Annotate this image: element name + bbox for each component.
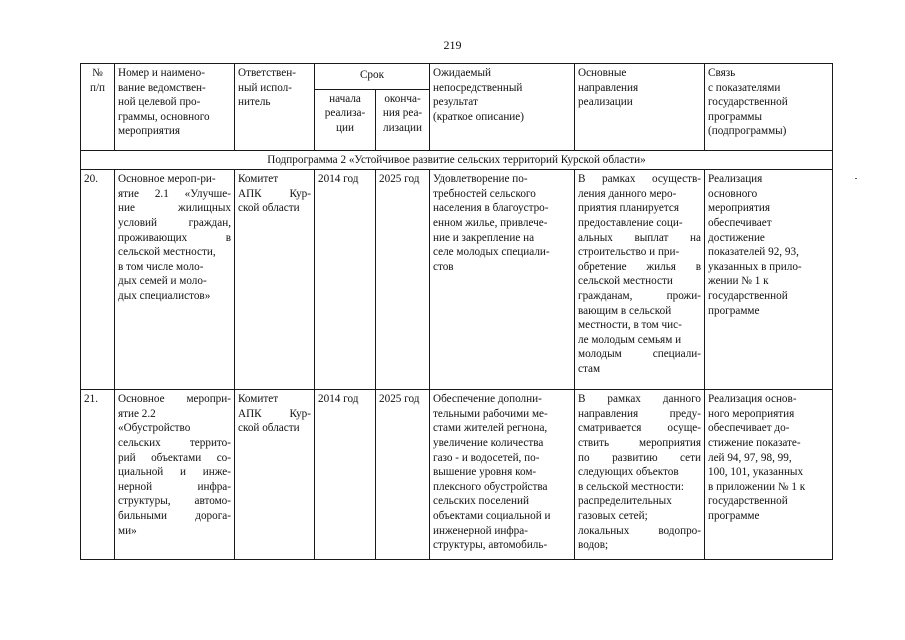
cell-line: структуры, автомобиль- <box>433 539 548 552</box>
cell-line: приятия планируется <box>578 202 680 215</box>
cell-line: сматривается осуще- <box>578 422 701 435</box>
cell-line: «Обустройство <box>118 422 191 435</box>
cell-line: Ожидаемый <box>433 67 492 79</box>
cell-line: распределительных <box>578 495 672 508</box>
cell-line: ми» <box>118 524 137 537</box>
row-responsible <box>235 390 315 560</box>
cell-line: строительство и при- <box>578 246 680 259</box>
row-name <box>115 170 235 390</box>
cell-line: мероприятия <box>708 202 770 215</box>
cell-line: нитель <box>238 96 271 109</box>
cell-line: сельской местности <box>578 275 673 288</box>
cell-line: нерной инфра- <box>118 480 231 493</box>
cell-line: стижение показате- <box>708 436 801 449</box>
cell-line: вышение уровня ком- <box>433 466 537 479</box>
cell-line: стов <box>433 260 454 273</box>
cell-line: рий объектами со- <box>118 451 231 464</box>
cell-line: достижение <box>708 231 765 244</box>
cell-line: жении № 1 к <box>708 275 769 288</box>
cell-line: Удовлетворение по- <box>433 173 528 186</box>
cell-line: увеличение количества <box>433 436 544 449</box>
row-start: 2014 год <box>315 390 376 560</box>
cell-line: основного <box>708 187 758 200</box>
cell-line: направления <box>578 81 639 94</box>
cell-line: вающим в сельской <box>578 304 672 317</box>
cell-line: сельской местности, <box>118 246 216 259</box>
header-row-1 <box>81 64 833 90</box>
cell-line: структуры, автомо- <box>118 495 231 508</box>
cell-line: с показателями <box>708 81 781 94</box>
cell-line: плексного обустройства <box>433 480 548 493</box>
row-num: 20. <box>81 170 115 390</box>
cell-line: (краткое описание) <box>433 110 524 123</box>
cell-line: Комитет <box>238 393 279 406</box>
cell-line: начала <box>329 92 361 105</box>
subprogram-row <box>81 150 833 170</box>
cell-line: Реализация <box>708 173 763 186</box>
cell-line: оконча- <box>384 92 421 105</box>
header-link <box>705 64 833 151</box>
cell-line: результат <box>433 96 478 109</box>
header-num <box>81 64 115 151</box>
row-end: 2025 год <box>376 170 430 390</box>
row-name <box>115 390 235 560</box>
cell-line: Основное мероп-ри- <box>118 173 216 186</box>
cell-line: Основное меропри- <box>118 393 231 406</box>
cell-line: стам <box>578 362 601 375</box>
cell-line: ле молодым семьям и <box>578 333 682 346</box>
cell-line: сельских поселений <box>433 495 529 508</box>
cell-line: водов; <box>578 539 609 552</box>
row-directions <box>575 170 705 390</box>
program-activities-table <box>80 63 833 560</box>
cell-line: Ответствен- <box>238 67 296 79</box>
cell-line: ние жилищных <box>118 202 231 215</box>
cell-line: циальной и инже- <box>118 466 231 479</box>
cell-line: Номер и наимено- <box>118 67 205 79</box>
cell-line: газо - и водосетей, по- <box>433 451 540 464</box>
cell-line: предоставление соци- <box>578 216 683 229</box>
cell-line: газовых сетей; <box>578 509 648 522</box>
cell-line: государственной <box>708 495 788 508</box>
cell-line: направления преду- <box>578 407 701 420</box>
row-link <box>705 170 833 390</box>
cell-line: ятие 2.1 «Улучше- <box>118 187 231 200</box>
header-responsible <box>235 64 315 151</box>
cell-line: ствить мероприятия <box>578 436 701 449</box>
cell-line: ской области <box>238 422 300 435</box>
cell-line: населения в благоустро- <box>433 202 549 215</box>
cell-line: обеспечивает до- <box>708 422 790 435</box>
cell-line: ный испол- <box>238 81 292 94</box>
cell-line: программы <box>708 110 762 123</box>
cell-line: АПК Кур- <box>238 407 311 420</box>
row-start: 2014 год <box>315 170 376 390</box>
cell-line: бильными дорога- <box>118 509 231 522</box>
cell-line: ления данного меро- <box>578 187 677 200</box>
cell-line: в том числе моло- <box>118 260 204 273</box>
header-directions <box>575 64 705 151</box>
cell-line: тельными рабочими ме- <box>433 407 548 420</box>
cell-line: альных выплат на <box>578 231 701 244</box>
cell-line: ной целевой про- <box>118 96 201 109</box>
cell-line: реализации <box>578 96 633 109</box>
cell-line: сельских террито- <box>118 436 231 449</box>
cell-line: п/п <box>89 81 106 94</box>
cell-line: в приложении № 1 к <box>708 480 806 493</box>
row-result <box>430 390 575 560</box>
row-result <box>430 170 575 390</box>
header-start <box>315 89 376 150</box>
cell-line: следующих объектов <box>578 466 679 479</box>
cell-line: ции <box>336 121 354 134</box>
cell-line: по развитию сети <box>578 451 701 464</box>
cell-line: лизации <box>383 121 422 134</box>
cell-line: 100, 101, указанных <box>708 466 804 479</box>
cell-line: требностей сельского <box>433 187 536 200</box>
cell-line: Комитет <box>238 173 279 186</box>
cell-line: обеспечивает <box>708 216 772 229</box>
table-row <box>81 170 833 390</box>
cell-line: программе <box>708 509 760 522</box>
cell-line: программе <box>708 304 760 317</box>
cell-line: местности, в том чис- <box>578 319 682 332</box>
cell-line: вание ведомствен- <box>118 81 206 94</box>
cell-line: АПК Кур- <box>238 187 311 200</box>
subprogram-title: Подпрограмма 2 «Устойчивое развитие сельских территорий Курской области» <box>81 150 833 170</box>
cell-line: Основные <box>578 67 627 79</box>
cell-line: селе молодых специали- <box>433 246 550 259</box>
cell-line: (подпрограммы) <box>708 125 787 138</box>
cell-line: непосредственный <box>433 81 523 94</box>
cell-line: ской области <box>238 202 300 215</box>
cell-line: мероприятия <box>118 125 180 138</box>
cell-line: енном жилье, привлече- <box>433 216 548 229</box>
header-term: Срок <box>315 64 430 90</box>
cell-line: граммы, основного <box>118 110 210 123</box>
scan-speck <box>855 178 857 179</box>
page-number: 219 <box>443 38 462 52</box>
cell-line: ния реа- <box>382 107 423 120</box>
cell-line: В рамках осуществ- <box>578 173 701 186</box>
cell-line: государственной <box>708 289 788 302</box>
cell-line: дых специалистов» <box>118 289 211 302</box>
cell-line: № <box>92 67 103 79</box>
cell-line: реализа- <box>324 107 366 120</box>
cell-line: дых семей и моло- <box>118 275 207 288</box>
cell-line: Обеспечение дополни- <box>433 393 542 406</box>
cell-line: обретение жилья в <box>578 260 701 273</box>
row-num: 21. <box>81 390 115 560</box>
header-end <box>376 89 430 150</box>
cell-line: в сельской местности: <box>578 480 685 493</box>
cell-line: Связь <box>708 67 736 79</box>
header-result <box>430 64 575 151</box>
header-name <box>115 64 235 151</box>
cell-line: указанных в прило- <box>708 260 802 273</box>
row-responsible <box>235 170 315 390</box>
row-end: 2025 год <box>376 390 430 560</box>
cell-line: В рамках данного <box>578 393 701 406</box>
cell-line: молодым специали- <box>578 348 701 361</box>
row-link <box>705 390 833 560</box>
cell-line: стами жителей регнона, <box>433 422 548 435</box>
cell-line: проживающих в <box>118 231 231 244</box>
cell-line: условий граждан, <box>118 216 231 229</box>
row-directions <box>575 390 705 560</box>
cell-line: государственной <box>708 96 788 109</box>
cell-line: показателей 92, 93, <box>708 246 799 259</box>
cell-line: локальных водопро- <box>578 524 701 537</box>
cell-line: объектами социальной и <box>433 509 551 522</box>
cell-line: ятие 2.2 <box>118 407 156 420</box>
cell-line: лей 94, 97, 98, 99, <box>708 451 792 464</box>
cell-line: инженерной инфра- <box>433 524 528 537</box>
cell-line: Реализация основ- <box>708 393 797 406</box>
cell-line: ного мероприятия <box>708 407 795 420</box>
cell-line: гражданам, прожи- <box>578 289 701 302</box>
table-row <box>81 390 833 560</box>
cell-line: ние и закрепление на <box>433 231 535 244</box>
